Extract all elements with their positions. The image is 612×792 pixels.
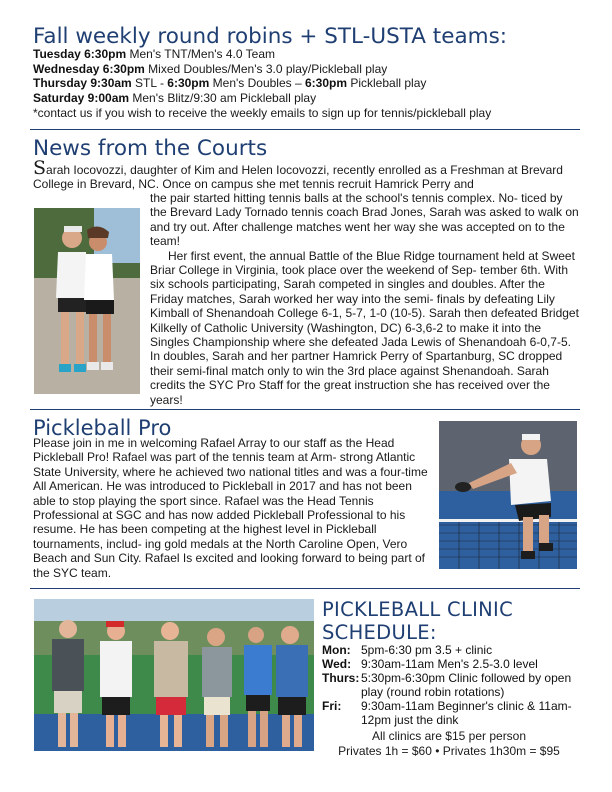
clinic-row: Wed: 9:30am-11am Men's 2.5-3.0 level	[322, 657, 538, 671]
news-paragraph: Her first event, the annual Battle of the Blue Ridge tournament held at Sweet Briar College in Virginia, took place over the weekend of Sep- tember 6th. With six schools participating, Sarah competed in singles and doubles. After the Friday matches, Sarah worked her way into the semi- finals by defeating Lily Kimball of Shenandoah College 6-1, 5-7, 1-0 (10-5). Sarah then defeated Bridget Kilkelly of Catholic University (Washington, DC) 6-3,6-2 to make it into the Singles Championship where she defeated Jada Lewis of Shenandoah 6-0,7-5. In doubles, Sarah and her partner Hamrick Perry of Spartanburg, SC dropped their semi-final match only to win the 3rd place against Shenandoah. Sarah credits the SYC Pro Staff for the great instruction she has received over the years!	[150, 248, 579, 407]
clinic-pricing: All clinics are $15 per person Privates 1h = $60 • Privates 1h30m = $95	[338, 729, 560, 758]
fall-schedule	[33, 47, 491, 121]
clinic-schedule	[322, 643, 576, 727]
schedule-line: Saturday 9:00am Men's Blitz/9:30 am Pickleball play	[33, 91, 317, 106]
schedule-line: Tuesday 6:30pm Men's TNT/Men's 4.0 Team	[33, 47, 276, 61]
news-paragraph: the pair started hitting tennis balls at the school's tennis complex. No- ticed by the Brevard Lady Tornado tennis coach Brad Jones, Sarah was asked to walk on and try out. After challenge matches went her way she was accepted on to the team!	[150, 191, 579, 249]
clinic-group-photo	[34, 599, 314, 751]
fall-title: Fall weekly round robins + STL-USTA teams:	[33, 24, 508, 49]
pro-body: Please join in me in welcoming Rafael Array to our staff as the Head Pickleball Pro! Rafael was part of the tennis team at Arm- strong Atlantic State University, where he achieved two national titles and was a four-time All American. He was introduced to Pickleball in 2017 and has not been able to stop playing the sport since. Rafael was the Head Tennis Professional at SGC and has now added Pickleball Professional to his resume. He has been competing at the highest level in Pickleball tournaments, includ- ing gold medals at the North Caroline Open, Vero Beach and Sun City. Rafael Is excited and looking forward to being part of the SYC team.	[33, 436, 428, 580]
clinic-row: Thurs: 5:30pm-6:30pm Clinic followed by open play (round robin rotations)	[322, 671, 572, 699]
divider	[30, 409, 580, 410]
contact-note: *contact us if you wish to receive the weekly emails to sign up for tennis/pickleball play	[33, 105, 492, 120]
schedule-line: Thursday 9:30am STL - 6:30pm Men's Doubles – 6:30pm Pickleball play	[33, 76, 427, 91]
clinic-row: Mon: 5pm-6:30 pm 3.5 + clinic	[322, 643, 493, 657]
clinic-row: Fri: 9:30am-11am Beginner's clinic & 11am-12pm just the dink	[322, 699, 572, 727]
news-title: News from the Courts	[33, 136, 268, 161]
news-body	[150, 191, 580, 407]
schedule-line: Wednesday 6:30pm Mixed Doubles/Men's 3.0 play/Pickleball play	[33, 61, 388, 76]
pro-title: Pickleball Pro	[33, 416, 172, 440]
pickleball-pro-photo	[439, 421, 577, 569]
news-intro: Sarah Iocovozzi, daughter of Kim and Helen Iocovozzi, recently enrolled as a Freshman at Brevard College in Brevard, NC. Once on campus she met tennis recruit Hamrick Perry and	[33, 157, 563, 192]
divider	[30, 588, 580, 589]
tennis-players-photo	[34, 208, 140, 394]
clinic-title: PICKLEBALL CLINIC SCHEDULE:	[322, 598, 514, 644]
divider	[30, 129, 580, 130]
drop-cap: S	[33, 157, 47, 179]
